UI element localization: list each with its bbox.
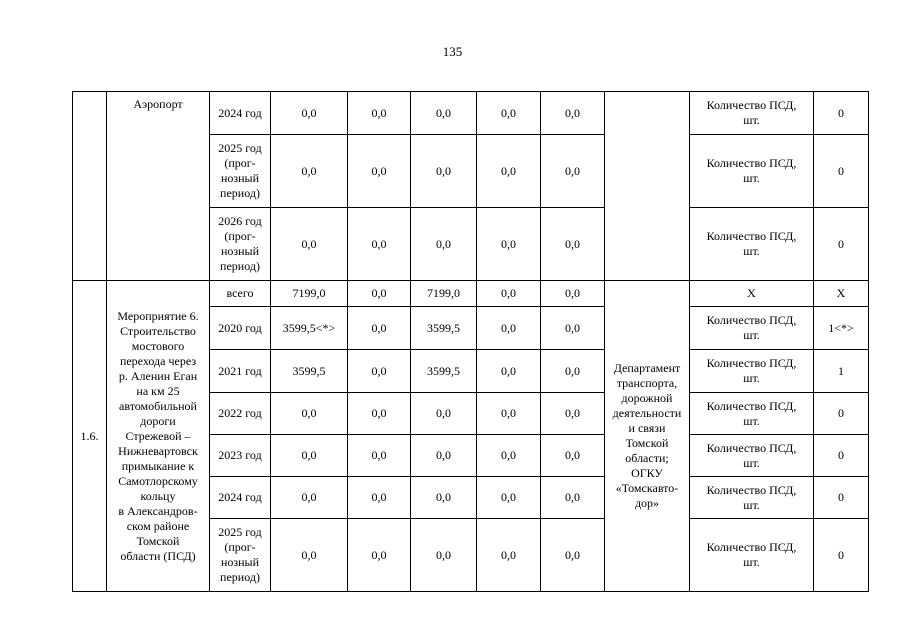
local-budget-cell: 0,0 (477, 281, 541, 307)
year-cell: 2024 год (210, 477, 271, 519)
indicator-cell: Количество ПСД, шт. (690, 477, 814, 519)
year-cell: 2022 год (210, 393, 271, 435)
other-sources-cell: 0,0 (541, 135, 605, 208)
regional-budget-cell: 0,0 (411, 435, 477, 477)
indicator-value-cell: Х (814, 281, 869, 307)
total-cell: 0,0 (271, 519, 348, 592)
indicator-value-cell: 0 (814, 135, 869, 208)
total-cell: 0,0 (271, 477, 348, 519)
federal-budget-cell: 0,0 (348, 135, 411, 208)
year-cell: 2026 год (прог- нозный период) (210, 208, 271, 281)
regional-budget-cell: 0,0 (411, 477, 477, 519)
year-cell: 2020 год (210, 307, 271, 350)
regional-budget-cell: 3599,5 (411, 307, 477, 350)
department-cell (605, 92, 690, 281)
indicator-cell: Количество ПСД, шт. (690, 208, 814, 281)
total-cell: 0,0 (271, 208, 348, 281)
federal-budget-cell: 0,0 (348, 350, 411, 393)
year-cell: 2025 год (прог- нозный период) (210, 135, 271, 208)
local-budget-cell: 0,0 (477, 92, 541, 135)
page-number: 135 (442, 44, 463, 59)
indicator-value-cell: 0 (814, 519, 869, 592)
federal-budget-cell: 0,0 (348, 477, 411, 519)
total-cell: 7199,0 (271, 281, 348, 307)
year-cell: 2023 год (210, 435, 271, 477)
indicator-value-cell: 0 (814, 435, 869, 477)
total-cell: 3599,5 (271, 350, 348, 393)
local-budget-cell: 0,0 (477, 477, 541, 519)
federal-budget-cell: 0,0 (348, 435, 411, 477)
indicator-value-cell: 0 (814, 92, 869, 135)
program-activities-table (72, 91, 869, 592)
regional-budget-cell: 0,0 (411, 519, 477, 592)
year-cell: 2025 год (прог- нозный период) (210, 519, 271, 592)
indicator-value-cell: 0 (814, 208, 869, 281)
regional-budget-cell: 0,0 (411, 208, 477, 281)
other-sources-cell: 0,0 (541, 477, 605, 519)
total-cell: 0,0 (271, 92, 348, 135)
regional-budget-cell: 0,0 (411, 92, 477, 135)
activity-name-cell: Мероприятие 6. Строительство мостового перехода через р. Аленин Еган на км 25 автомобильной дороги Стрежевой – Нижневартовск примыкание к Самотлорскому кольцу в Александров- ском районе Томской области (ПСД) (107, 281, 210, 592)
other-sources-cell: 0,0 (541, 393, 605, 435)
local-budget-cell: 0,0 (477, 519, 541, 592)
regional-budget-cell: 3599,5 (411, 350, 477, 393)
federal-budget-cell: 0,0 (348, 92, 411, 135)
total-cell: 3599,5<*> (271, 307, 348, 350)
federal-budget-cell: 0,0 (348, 519, 411, 592)
local-budget-cell: 0,0 (477, 208, 541, 281)
item-number-cell (73, 92, 107, 281)
other-sources-cell: 0,0 (541, 350, 605, 393)
total-cell: 0,0 (271, 435, 348, 477)
indicator-value-cell: 1 (814, 350, 869, 393)
indicator-cell: Количество ПСД, шт. (690, 350, 814, 393)
table-row (73, 92, 869, 135)
indicator-cell: Количество ПСД, шт. (690, 307, 814, 350)
indicator-cell: Количество ПСД, шт. (690, 519, 814, 592)
item-number-cell: 1.6. (73, 281, 107, 592)
total-cell: 0,0 (271, 135, 348, 208)
regional-budget-cell: 0,0 (411, 135, 477, 208)
local-budget-cell: 0,0 (477, 307, 541, 350)
indicator-cell: Количество ПСД, шт. (690, 92, 814, 135)
local-budget-cell: 0,0 (477, 393, 541, 435)
other-sources-cell: 0,0 (541, 208, 605, 281)
indicator-cell: Количество ПСД, шт. (690, 435, 814, 477)
department-cell: Департамент транспорта, дорожной деятельности и связи Томской области; ОГКУ «Томскавто- дор» (605, 281, 690, 592)
indicator-cell: Х (690, 281, 814, 307)
local-budget-cell: 0,0 (477, 435, 541, 477)
table-row (73, 281, 869, 307)
indicator-value-cell: 0 (814, 393, 869, 435)
federal-budget-cell: 0,0 (348, 307, 411, 350)
other-sources-cell: 0,0 (541, 281, 605, 307)
local-budget-cell: 0,0 (477, 350, 541, 393)
other-sources-cell: 0,0 (541, 307, 605, 350)
federal-budget-cell: 0,0 (348, 208, 411, 281)
indicator-value-cell: 0 (814, 477, 869, 519)
other-sources-cell: 0,0 (541, 519, 605, 592)
other-sources-cell: 0,0 (541, 92, 605, 135)
activity-name-cell: Аэропорт (107, 92, 210, 281)
indicator-cell: Количество ПСД, шт. (690, 135, 814, 208)
other-sources-cell: 0,0 (541, 435, 605, 477)
local-budget-cell: 0,0 (477, 135, 541, 208)
year-cell: 2024 год (210, 92, 271, 135)
regional-budget-cell: 7199,0 (411, 281, 477, 307)
regional-budget-cell: 0,0 (411, 393, 477, 435)
year-cell: всего (210, 281, 271, 307)
total-cell: 0,0 (271, 393, 348, 435)
indicator-value-cell: 1<*> (814, 307, 869, 350)
year-cell: 2021 год (210, 350, 271, 393)
federal-budget-cell: 0,0 (348, 281, 411, 307)
federal-budget-cell: 0,0 (348, 393, 411, 435)
indicator-cell: Количество ПСД, шт. (690, 393, 814, 435)
